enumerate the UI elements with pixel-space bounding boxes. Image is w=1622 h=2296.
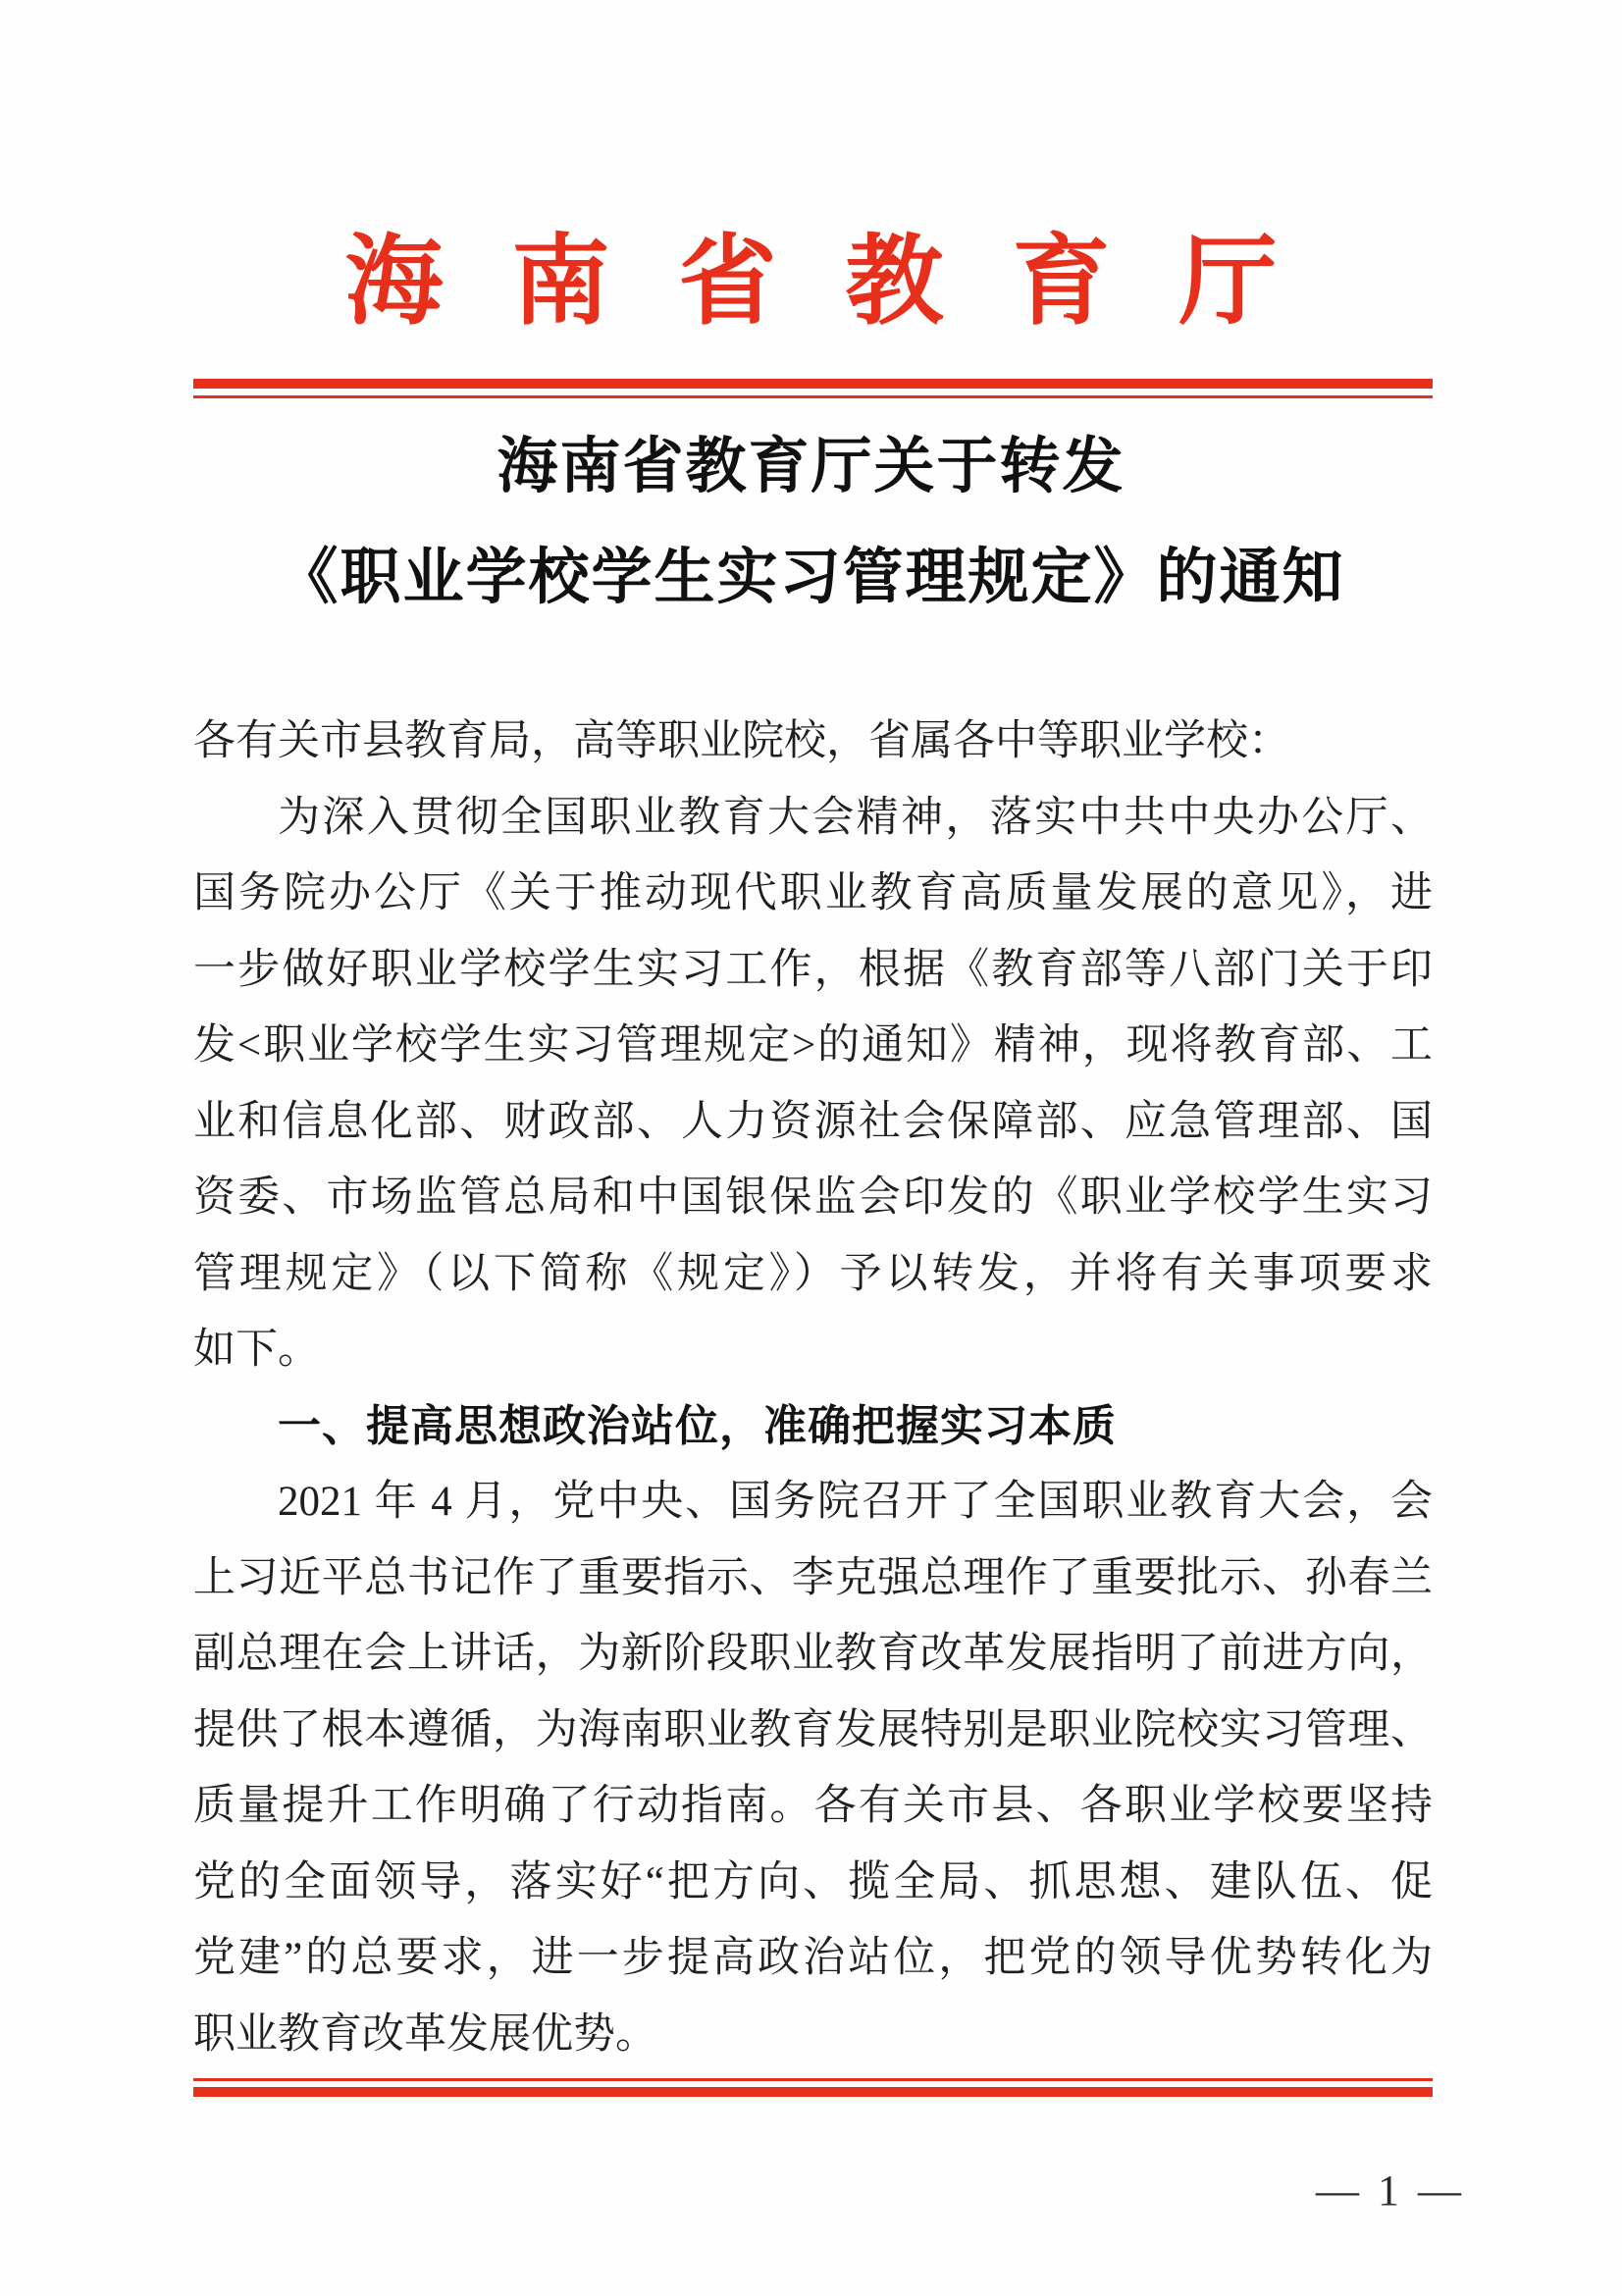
document-line: 国务院办公厅《关于推动现代职业教育高质量发展的意见》，进: [193, 870, 1433, 916]
document-line: 职业教育改革发展优势。: [193, 2010, 657, 2058]
page-number: — 1 —: [1316, 2166, 1465, 2215]
letterhead-rule-thick: [193, 379, 1433, 389]
footer-rule-thin: [193, 2078, 1433, 2081]
document-line: 副总理在会上讲话，为新阶段职业教育改革发展指明了前进方向，: [193, 1631, 1433, 1677]
document-line: 管理规定》（以下简称《规定》）予以转发，并将有关事项要求: [193, 1250, 1433, 1297]
document-line: 发<职业学校学生实习管理规定>的通知》精神，现将教育部、工: [193, 1022, 1433, 1069]
letterhead-rule-thin: [193, 395, 1433, 398]
document-line: 党建”的总要求，进一步提高政治站位，把党的领导优势转化为: [193, 1935, 1433, 1981]
document-line: 各有关市县教育局，高等职业院校，省属各中等职业学校：: [193, 718, 1290, 764]
document-line: 2021 年 4 月，党中央、国务院召开了全国职业教育大会，会: [278, 1479, 1433, 1525]
document-line: 一、提高思想政治站位，准确把握实习本质: [278, 1401, 1117, 1450]
document-body: [193, 704, 1433, 2072]
document-line: 一步做好职业学校学生实习工作，根据《教育部等八部门关于印: [193, 946, 1433, 993]
document-line: 如下。: [193, 1327, 320, 1373]
document-title-line-1: 海南省教育厅关于转发: [497, 434, 1125, 500]
document-line: 提供了根本遵循，为海南职业教育发展特别是职业院校实习管理、: [193, 1706, 1433, 1753]
document-line: 资委、市场监管总局和中国银保监会印发的《职业学校学生实习: [193, 1174, 1433, 1221]
document-line: 质量提升工作明确了行动指南。各有关市县、各职业学校要坚持: [193, 1783, 1433, 1829]
document-title-line-2: 《职业学校学生实习管理规定》的通知: [277, 545, 1345, 611]
document-line: 党的全面领导，落实好“把方向、揽全局、抓思想、建队伍、促: [193, 1858, 1433, 1905]
letterhead-agency-name: [0, 228, 1622, 337]
document-line: 上习近平总书记作了重要指示、李克强总理作了重要批示、孙春兰: [193, 1554, 1433, 1601]
agency-name-text: 海南省教育厅: [344, 228, 1346, 337]
document-line: 为深入贯彻全国职业教育大会精神，落实中共中央办公厅、: [278, 794, 1433, 841]
document-line: 业和信息化部、财政部、人力资源社会保障部、应急管理部、国: [193, 1098, 1433, 1145]
footer-rule-thick: [193, 2087, 1433, 2097]
